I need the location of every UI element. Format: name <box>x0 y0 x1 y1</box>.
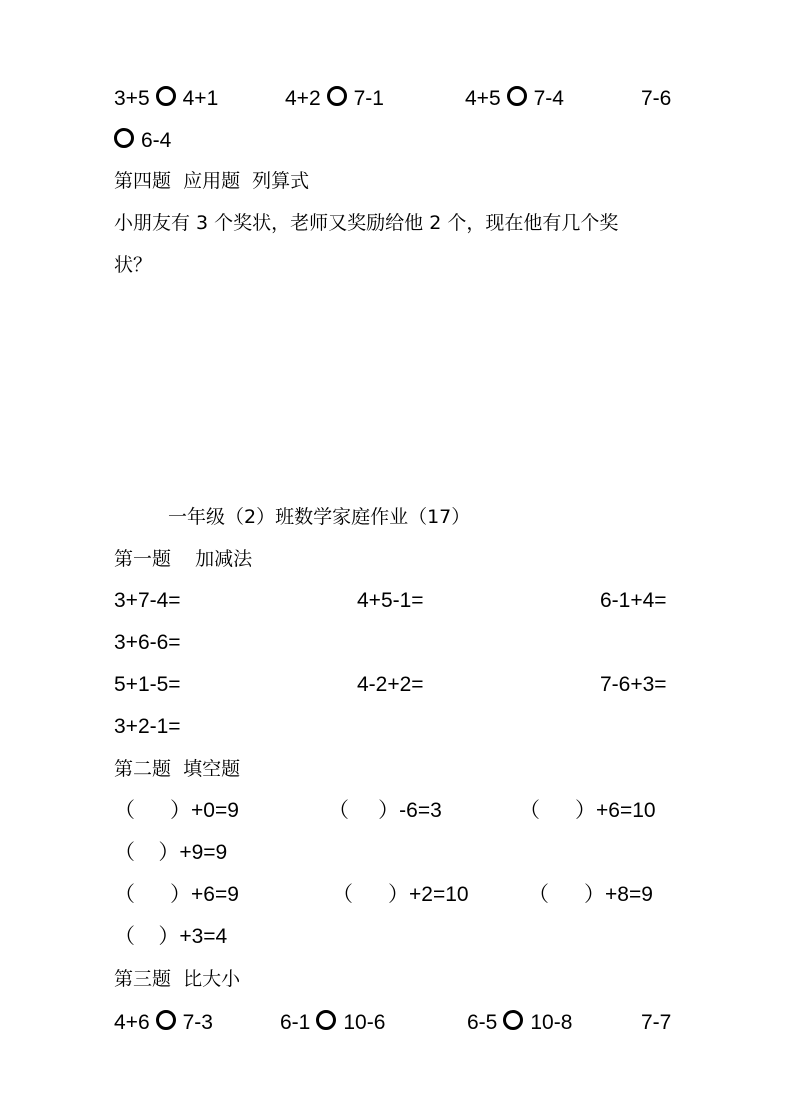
compare-right: 7-3 <box>182 1011 213 1034</box>
compare-item-3 <box>465 86 564 112</box>
compare-left: 7-6 <box>641 87 672 110</box>
section3-heading: 第三题 比大小 <box>114 968 241 990</box>
compare-row-2 <box>114 128 171 154</box>
compare-left: 7-7 <box>641 1011 672 1034</box>
circle-icon[interactable] <box>503 1010 523 1030</box>
compare-right: 4+1 <box>182 87 219 110</box>
compare-right: 10-8 <box>530 1011 573 1034</box>
compare-left: 6-1 <box>280 1011 311 1034</box>
compare-item-4 <box>641 86 671 112</box>
section1-row-1 <box>114 588 684 614</box>
section2-heading: 第二题 填空题 <box>114 758 241 780</box>
circle-icon[interactable] <box>327 86 347 106</box>
section2-row-2 <box>114 840 227 866</box>
equation: 5+1-5= <box>114 673 181 696</box>
section2-row-4 <box>114 924 227 950</box>
fill-blank[interactable]: （ ）+6=10 <box>519 799 656 822</box>
fill-blank[interactable]: （ ）+0=9 <box>114 799 239 822</box>
section3-row-1 <box>114 1010 684 1036</box>
circle-icon[interactable] <box>156 1010 176 1030</box>
equation: 4+5-1= <box>357 589 424 612</box>
section4-problem-line1: 小朋友有 3 个奖状，老师又奖励给他 2 个，现在他有几个奖 <box>114 212 619 234</box>
fill-blank[interactable]: （ ）+9=9 <box>114 841 228 864</box>
compare-item-2 <box>285 86 384 112</box>
fill-blank[interactable]: （ ）-6=3 <box>328 799 442 822</box>
section1-heading: 第一题 加减法 <box>114 548 253 570</box>
compare-item-1 <box>114 1010 213 1036</box>
section2-row-3 <box>114 882 684 908</box>
circle-icon[interactable] <box>156 86 176 106</box>
compare-left: 4+5 <box>465 87 501 110</box>
section4-problem-line2: 状？ <box>114 254 153 276</box>
compare-left: 4+6 <box>114 1011 150 1034</box>
circle-icon[interactable] <box>507 86 527 106</box>
compare-item-4 <box>641 1010 671 1036</box>
compare-right: 7-1 <box>353 87 384 110</box>
equation: 3+7-4= <box>114 589 181 612</box>
equation: 3+2-1= <box>114 715 181 738</box>
equation: 4-2+2= <box>357 673 424 696</box>
section2-row-1 <box>114 798 684 824</box>
compare-item-3 <box>467 1010 572 1036</box>
fill-blank[interactable]: （ ）+3=4 <box>114 925 228 948</box>
compare-left: 3+5 <box>114 87 150 110</box>
compare-item-2 <box>280 1010 385 1036</box>
fill-blank[interactable]: （ ）+6=9 <box>114 883 239 906</box>
equation: 3+6-6= <box>114 631 181 654</box>
equation: 6-1+4= <box>600 589 667 612</box>
section1-row-3 <box>114 672 684 698</box>
compare-right: 6-4 <box>141 129 172 152</box>
fill-blank[interactable]: （ ）+2=10 <box>332 883 469 906</box>
compare-right: 10-6 <box>343 1011 386 1034</box>
compare-row-1 <box>114 86 684 112</box>
homework-title: 一年级（2）班数学家庭作业（17） <box>168 506 471 528</box>
section1-row-2 <box>114 630 181 656</box>
section4-heading: 第四题 应用题 列算式 <box>114 170 310 192</box>
circle-icon[interactable] <box>316 1010 336 1030</box>
circle-icon[interactable] <box>114 128 134 148</box>
compare-item-1 <box>114 86 218 112</box>
compare-left: 6-5 <box>467 1011 498 1034</box>
compare-left: 4+2 <box>285 87 321 110</box>
fill-blank[interactable]: （ ）+8=9 <box>528 883 653 906</box>
compare-right: 7-4 <box>533 87 564 110</box>
equation: 7-6+3= <box>600 673 667 696</box>
section1-row-4 <box>114 714 181 740</box>
